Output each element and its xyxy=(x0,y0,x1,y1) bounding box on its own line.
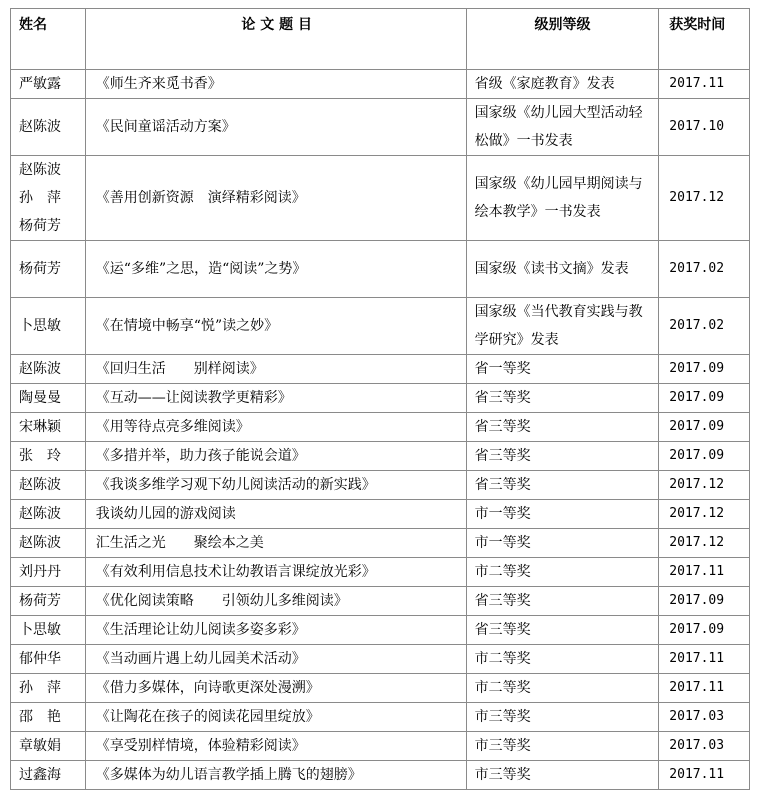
cell-time: 2017.02 xyxy=(659,298,750,355)
cell-level: 省三等奖 xyxy=(466,413,659,442)
table-row xyxy=(11,645,750,674)
cell-time: 2017.09 xyxy=(659,442,750,471)
table-row xyxy=(11,471,750,500)
table-row xyxy=(11,241,750,298)
cell-time: 2017.11 xyxy=(659,645,750,674)
cell-title: 《民间童谣活动方案》 xyxy=(85,99,466,156)
cell-level: 国家级《读书文摘》发表 xyxy=(466,241,659,298)
cell-time: 2017.09 xyxy=(659,616,750,645)
cell-level: 省三等奖 xyxy=(466,471,659,500)
cell-time: 2017.12 xyxy=(659,529,750,558)
cell-title: 《借力多媒体，向诗歌更深处漫溯》 xyxy=(85,674,466,703)
cell-time: 2017.11 xyxy=(659,674,750,703)
cell-name: 刘丹丹 xyxy=(11,558,86,587)
cell-time: 2017.12 xyxy=(659,156,750,241)
cell-level: 市二等奖 xyxy=(466,674,659,703)
cell-title: 《在情境中畅享“悦”读之妙》 xyxy=(85,298,466,355)
cell-level: 省一等奖 xyxy=(466,355,659,384)
cell-level: 市三等奖 xyxy=(466,761,659,790)
cell-time: 2017.02 xyxy=(659,241,750,298)
cell-time: 2017.11 xyxy=(659,761,750,790)
cell-name: 赵陈波 xyxy=(11,500,86,529)
cell-time: 2017.10 xyxy=(659,99,750,156)
cell-name: 杨荷芳 xyxy=(11,587,86,616)
cell-title: 《互动——让阅读教学更精彩》 xyxy=(85,384,466,413)
cell-name: 赵陈波 xyxy=(11,529,86,558)
header-title: 论 文 题 目 xyxy=(85,9,466,70)
table-row xyxy=(11,70,750,99)
table-row xyxy=(11,413,750,442)
cell-title: 《用等待点亮多维阅读》 xyxy=(85,413,466,442)
cell-name: 杨荷芳 xyxy=(11,241,86,298)
cell-time: 2017.09 xyxy=(659,384,750,413)
table-header-row xyxy=(11,9,750,70)
cell-title: 《生活理论让幼儿阅读多姿多彩》 xyxy=(85,616,466,645)
cell-name: 赵陈波 孙 萍 杨荷芳 xyxy=(11,156,86,241)
table-row xyxy=(11,732,750,761)
cell-title: 《运“多维”之思，造“阅读”之势》 xyxy=(85,241,466,298)
header-name: 姓名 xyxy=(11,9,86,70)
table-row xyxy=(11,587,750,616)
table-row xyxy=(11,674,750,703)
cell-level: 市三等奖 xyxy=(466,703,659,732)
cell-title: 《让陶花在孩子的阅读花园里绽放》 xyxy=(85,703,466,732)
table-row xyxy=(11,156,750,241)
cell-title: 我谈幼儿园的游戏阅读 xyxy=(85,500,466,529)
cell-name: 赵陈波 xyxy=(11,471,86,500)
table-row xyxy=(11,298,750,355)
cell-level: 国家级《幼儿园大型活动轻松做》一书发表 xyxy=(466,99,659,156)
cell-name: 孙 萍 xyxy=(11,674,86,703)
cell-title: 《回归生活 别样阅读》 xyxy=(85,355,466,384)
cell-name: 章敏娟 xyxy=(11,732,86,761)
cell-level: 市一等奖 xyxy=(466,529,659,558)
table-row xyxy=(11,384,750,413)
awards-table xyxy=(10,8,750,790)
cell-time: 2017.03 xyxy=(659,732,750,761)
cell-time: 2017.12 xyxy=(659,500,750,529)
table-row xyxy=(11,703,750,732)
cell-title: 《多媒体为幼儿语言教学插上腾飞的翅膀》 xyxy=(85,761,466,790)
cell-time: 2017.09 xyxy=(659,413,750,442)
cell-name: 卜思敏 xyxy=(11,616,86,645)
cell-level: 市一等奖 xyxy=(466,500,659,529)
cell-level: 省三等奖 xyxy=(466,442,659,471)
cell-level: 市二等奖 xyxy=(466,558,659,587)
table-row xyxy=(11,761,750,790)
cell-level: 市三等奖 xyxy=(466,732,659,761)
cell-level: 国家级《幼儿园早期阅读与绘本教学》一书发表 xyxy=(466,156,659,241)
header-time: 获奖时间 xyxy=(659,9,750,70)
table-row xyxy=(11,529,750,558)
cell-time: 2017.11 xyxy=(659,70,750,99)
cell-time: 2017.03 xyxy=(659,703,750,732)
cell-name: 宋琳颖 xyxy=(11,413,86,442)
cell-name: 赵陈波 xyxy=(11,355,86,384)
cell-time: 2017.11 xyxy=(659,558,750,587)
cell-title: 《善用创新资源 演绎精彩阅读》 xyxy=(85,156,466,241)
table-row xyxy=(11,616,750,645)
cell-level: 省三等奖 xyxy=(466,587,659,616)
cell-name: 陶曼曼 xyxy=(11,384,86,413)
header-level: 级别等级 xyxy=(466,9,659,70)
cell-level: 国家级《当代教育实践与教学研究》发表 xyxy=(466,298,659,355)
cell-name: 卜思敏 xyxy=(11,298,86,355)
cell-title: 《有效利用信息技术让幼教语言课绽放光彩》 xyxy=(85,558,466,587)
cell-name: 邵 艳 xyxy=(11,703,86,732)
cell-title: 《师生齐来觅书香》 xyxy=(85,70,466,99)
cell-title: 《当动画片遇上幼儿园美术活动》 xyxy=(85,645,466,674)
cell-time: 2017.12 xyxy=(659,471,750,500)
cell-time: 2017.09 xyxy=(659,587,750,616)
cell-name: 严敏露 xyxy=(11,70,86,99)
table-row xyxy=(11,442,750,471)
cell-level: 省三等奖 xyxy=(466,616,659,645)
cell-name: 赵陈波 xyxy=(11,99,86,156)
cell-title: 《享受别样情境，体验精彩阅读》 xyxy=(85,732,466,761)
table-row xyxy=(11,558,750,587)
cell-level: 省三等奖 xyxy=(466,384,659,413)
cell-name: 过鑫海 xyxy=(11,761,86,790)
table-row xyxy=(11,500,750,529)
cell-name: 张 玲 xyxy=(11,442,86,471)
cell-title: 《我谈多维学习观下幼儿阅读活动的新实践》 xyxy=(85,471,466,500)
cell-time: 2017.09 xyxy=(659,355,750,384)
table-row xyxy=(11,355,750,384)
cell-name: 郁仲华 xyxy=(11,645,86,674)
cell-title: 《多措并举，助力孩子能说会道》 xyxy=(85,442,466,471)
table-row xyxy=(11,99,750,156)
cell-title: 《优化阅读策略 引领幼儿多维阅读》 xyxy=(85,587,466,616)
cell-level: 市二等奖 xyxy=(466,645,659,674)
cell-title: 汇生活之光 聚绘本之美 xyxy=(85,529,466,558)
cell-level: 省级《家庭教育》发表 xyxy=(466,70,659,99)
